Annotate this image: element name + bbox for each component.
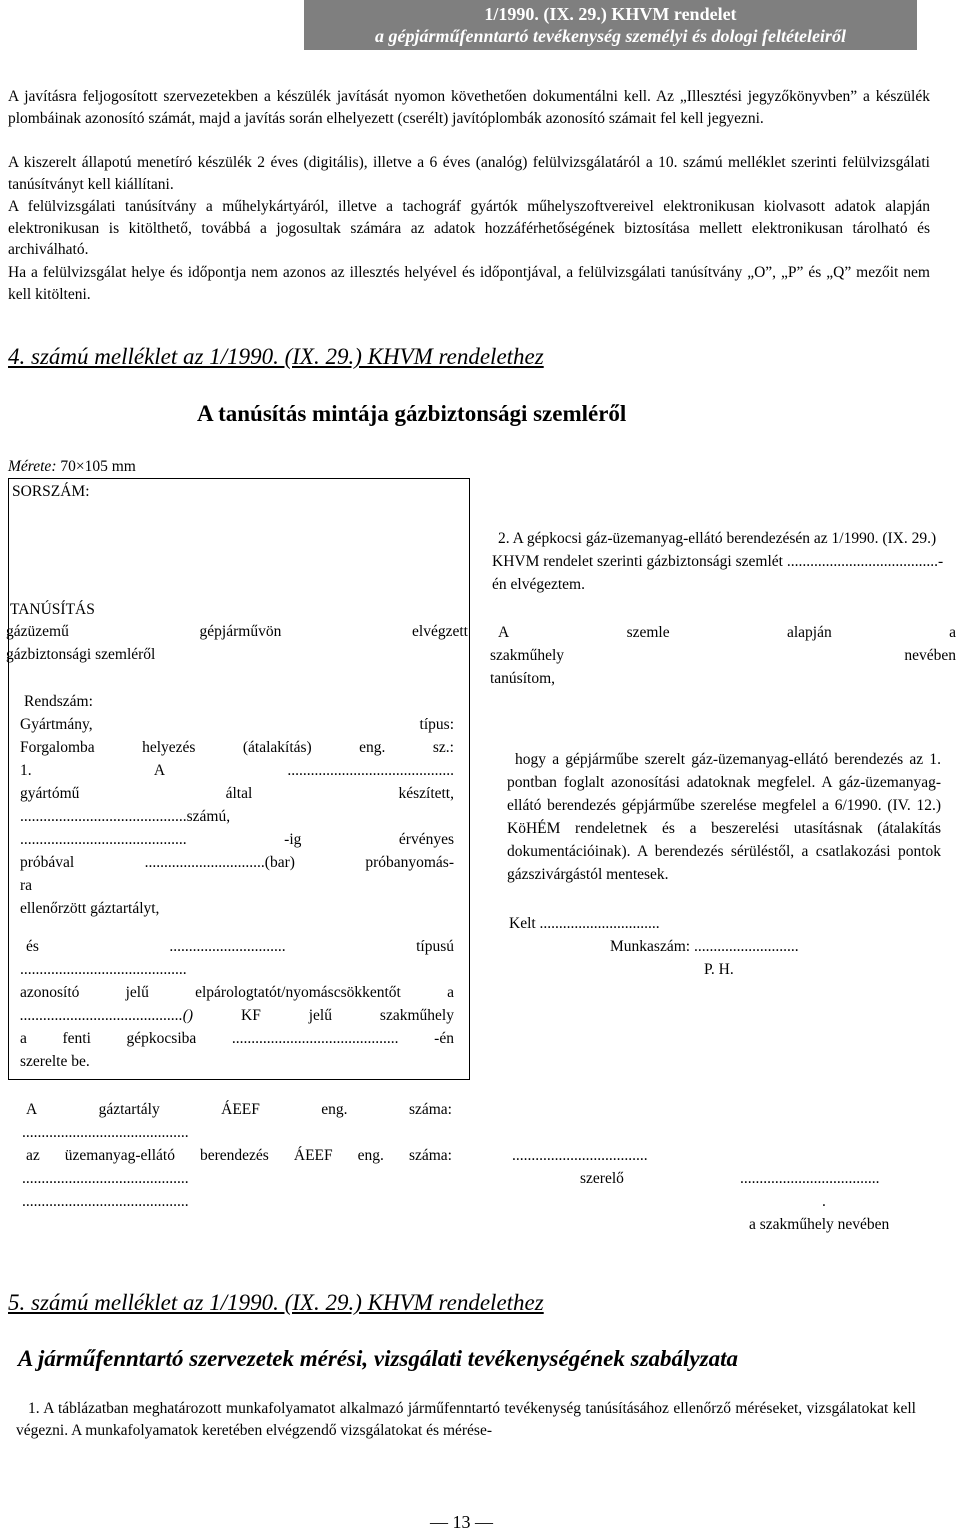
word: próbanyomás- [365, 854, 454, 871]
word: A [153, 762, 166, 779]
gaztartaly-line [26, 1098, 452, 1121]
right-dot: . [822, 1193, 826, 1210]
gyartmany-line [20, 713, 454, 736]
word: ...............................(bar) [144, 854, 295, 871]
word: a [949, 624, 956, 641]
word: szakműhely [490, 647, 565, 664]
right-paragraph-2: 2. A gépkocsi gáz-üzemanyag-ellátó berendezésén az 1/1990. (IX. 29.) KHVM rendelet szerinti gázbiztonsági szemlét .......................................-én elvégeztem. [492, 530, 944, 593]
left-line-1 [6, 620, 468, 643]
word: ÁEEF [293, 1147, 333, 1164]
word: ........................................... [20, 831, 187, 848]
word: jelű [308, 1007, 332, 1024]
word: KF [241, 1007, 261, 1024]
size-label: Mérete: [8, 458, 57, 475]
es-line [26, 935, 454, 958]
word: A [498, 624, 510, 641]
word: szemle [626, 624, 670, 641]
kelt-line: Kelt ............................... [509, 915, 660, 932]
munkaszam-line: Munkaszám: ........................... [610, 938, 799, 955]
header-line1: 1/1990. (IX. 29.) KHVM rendelet [484, 4, 737, 24]
ellenorzott-line: ellenőrzött gáztartályt, [20, 900, 160, 917]
serial-label: SORSZÁM: [12, 483, 90, 500]
dots-line-3: ........................................... [22, 1170, 189, 1187]
page-header [304, 0, 917, 50]
word: ........................................... [231, 1030, 399, 1047]
word: sz.: [432, 739, 454, 756]
word: típus: [419, 716, 454, 733]
word: gépjárművön [199, 623, 282, 640]
word: gyártómű [20, 785, 80, 802]
word: fenti [62, 1030, 91, 1047]
word: -én [434, 1030, 454, 1047]
word: érvényes [398, 831, 454, 848]
ph-line: P. H. [704, 961, 734, 978]
probaval-line [20, 851, 454, 874]
gyartomu-line [20, 782, 454, 805]
word: a [447, 984, 454, 1001]
word: szakműhely [379, 1007, 454, 1024]
section5-paragraph-1: 1. A táblázatban meghatározott munkafolyamatot alkalmazó járműfenntartó tevékenység tanúsításához ellenőrző méréseket, vizsgálatokat kell végezni. A munkafolyamatok keretében elvégzendő vizsgálatokat és mérése- [16, 1400, 916, 1439]
word: A [26, 1101, 38, 1118]
word: nevében [904, 647, 956, 664]
word: száma: [408, 1101, 452, 1118]
szamu-line: ...........................................számú, [20, 808, 231, 825]
nevben-line: a szakműhely nevében [749, 1216, 890, 1233]
word: a [20, 1030, 27, 1047]
word: -ig [284, 831, 302, 848]
dots-line-4: ........................................... [22, 1193, 189, 1210]
word: alapján [786, 624, 832, 641]
word: berendezés [200, 1147, 269, 1164]
word: helyezés [142, 739, 196, 756]
size-line [8, 455, 136, 478]
section4-title: A tanúsítás mintája gázbiztonsági szemléről [197, 401, 627, 426]
rendszam-label: Rendszám: [24, 693, 93, 710]
right-hogy-paragraph: hogy a gépjárműbe szerelt gáz-üzemanyag-ellátó berendezés az 1. pontban foglalt azonosítási adatoknak megfelel. A gáz-üzemanyag-ellátó berendezés gépjárműbe szerelése megfelel a 6/1990. (IV. 12.) KöHÉM rendeletnek és a beszerelési utasításnak (átalakítás dokumentációinak). A berendezés sérüléstől, a csatlakozási pontok gázszivárgástól mentesek. [507, 751, 941, 883]
word: eng. [357, 1147, 384, 1164]
word: gépkocsiba [126, 1030, 197, 1047]
szerelo-label: szerelő [580, 1170, 624, 1187]
word: üzemanyag-ellátó [64, 1147, 175, 1164]
ig-line [20, 828, 454, 851]
left-line-2: gázbiztonsági szemléről [6, 646, 156, 663]
word: jelű [125, 984, 149, 1001]
word: elpárologtatót/nyomáscsökkentőt [195, 984, 401, 1001]
word: gázüzemű [6, 623, 69, 640]
section5-heading: 5. számú melléklet az 1/1990. (IX. 29.) KHVM rendelethez [8, 1290, 544, 1315]
word: gáztartály [98, 1101, 160, 1118]
word: és [26, 938, 39, 955]
section4-heading: 4. számú melléklet az 1/1990. (IX. 29.) KHVM rendelethez [8, 344, 544, 369]
word: (átalakítás) [242, 739, 312, 756]
word: ÁEEF [221, 1101, 260, 1118]
intro-paragraph-4: Ha a felülvizsgálat helye és időpontja nem azonos az illesztés helyével és időpontjával, a felülvizsgálati tanúsítvány „O”, „P” és „Q” mezőit nem kell kitölteni. [8, 264, 930, 303]
intro-paragraph-2: A kiszerelt állapotú menetíró készülék 2 éves (digitális), illetve a 6 éves (analóg) felülvizsgálatáról a 10. számú melléklet szerinti felülvizsgálati tanúsítványt kell kiállítani. [8, 154, 930, 193]
tanusitom-line: tanúsítom, [490, 670, 556, 687]
word: 1. [20, 762, 32, 779]
certificate-heading: TANÚSÍTÁS [10, 601, 95, 618]
fenti-line [20, 1027, 454, 1050]
word: .............................. [169, 938, 286, 955]
page-number: — 13 — [430, 1512, 493, 1532]
word: eng. [321, 1101, 348, 1118]
word: az [26, 1147, 40, 1164]
word: ..........................................() [20, 1007, 194, 1024]
word: eng. [359, 739, 386, 756]
word: próbával [20, 854, 75, 871]
dots-line-1: ........................................... [20, 961, 187, 978]
right-dots-2: .................................... [740, 1170, 880, 1187]
right-dots-line: ................................... [512, 1147, 648, 1164]
header-line2: a gépjárműfenntartó tevékenység személyi és dologi feltételeiről [375, 26, 846, 46]
dots-line-2: ........................................... [22, 1124, 189, 1141]
word: által [225, 785, 253, 802]
szemle-line [498, 621, 956, 644]
word: száma: [408, 1147, 452, 1164]
line-1a [20, 759, 454, 782]
word: készített, [398, 785, 454, 802]
azonosito-line [20, 981, 454, 1004]
intro-paragraph-1: A javításra feljogosított szervezetekben a készülék javítását nyomon követhetően dokumentálni kell. Az „Illesztési jegyzőkönyvben” a készülék plombáinak azonosító számát, majd a javítás során elhelyezett (cserélt) javítóplombák azonosító számait fel kell jegyezni. [8, 88, 930, 127]
word: típusú [416, 938, 454, 955]
uzemanyag-line [26, 1144, 452, 1167]
intro-paragraph-3: A felülvizsgálati tanúsítvány a műhelykártyáról, illetve a tachográf gyártók műhelyszoftvereivel elektronikusan kiolvasott adatok alapján elektronikusan is kitölthető, továbbá a jogosultak számára az adatok hozzáférhetőségének biztosítása mellett elektronikusan tárolható és archiválható. [8, 198, 930, 259]
forgalomba-line [20, 736, 454, 759]
word: Forgalomba [20, 739, 95, 756]
word: azonosító [20, 984, 80, 1001]
certificate-left-column [10, 598, 466, 621]
ra-line: ra [20, 877, 33, 894]
szakmuhely-line [490, 644, 956, 667]
word: elvégzett [412, 623, 468, 640]
szerelte-line: szerelte be. [20, 1053, 90, 1070]
word: ........................................... [287, 762, 454, 779]
section5-title: A járműfenntartó szervezetek mérési, vizsgálati tevékenységének szabályzata [18, 1346, 738, 1371]
size-value: 70×105 mm [60, 458, 136, 475]
word: Gyártmány, [20, 716, 93, 733]
kf-line [20, 1004, 454, 1027]
